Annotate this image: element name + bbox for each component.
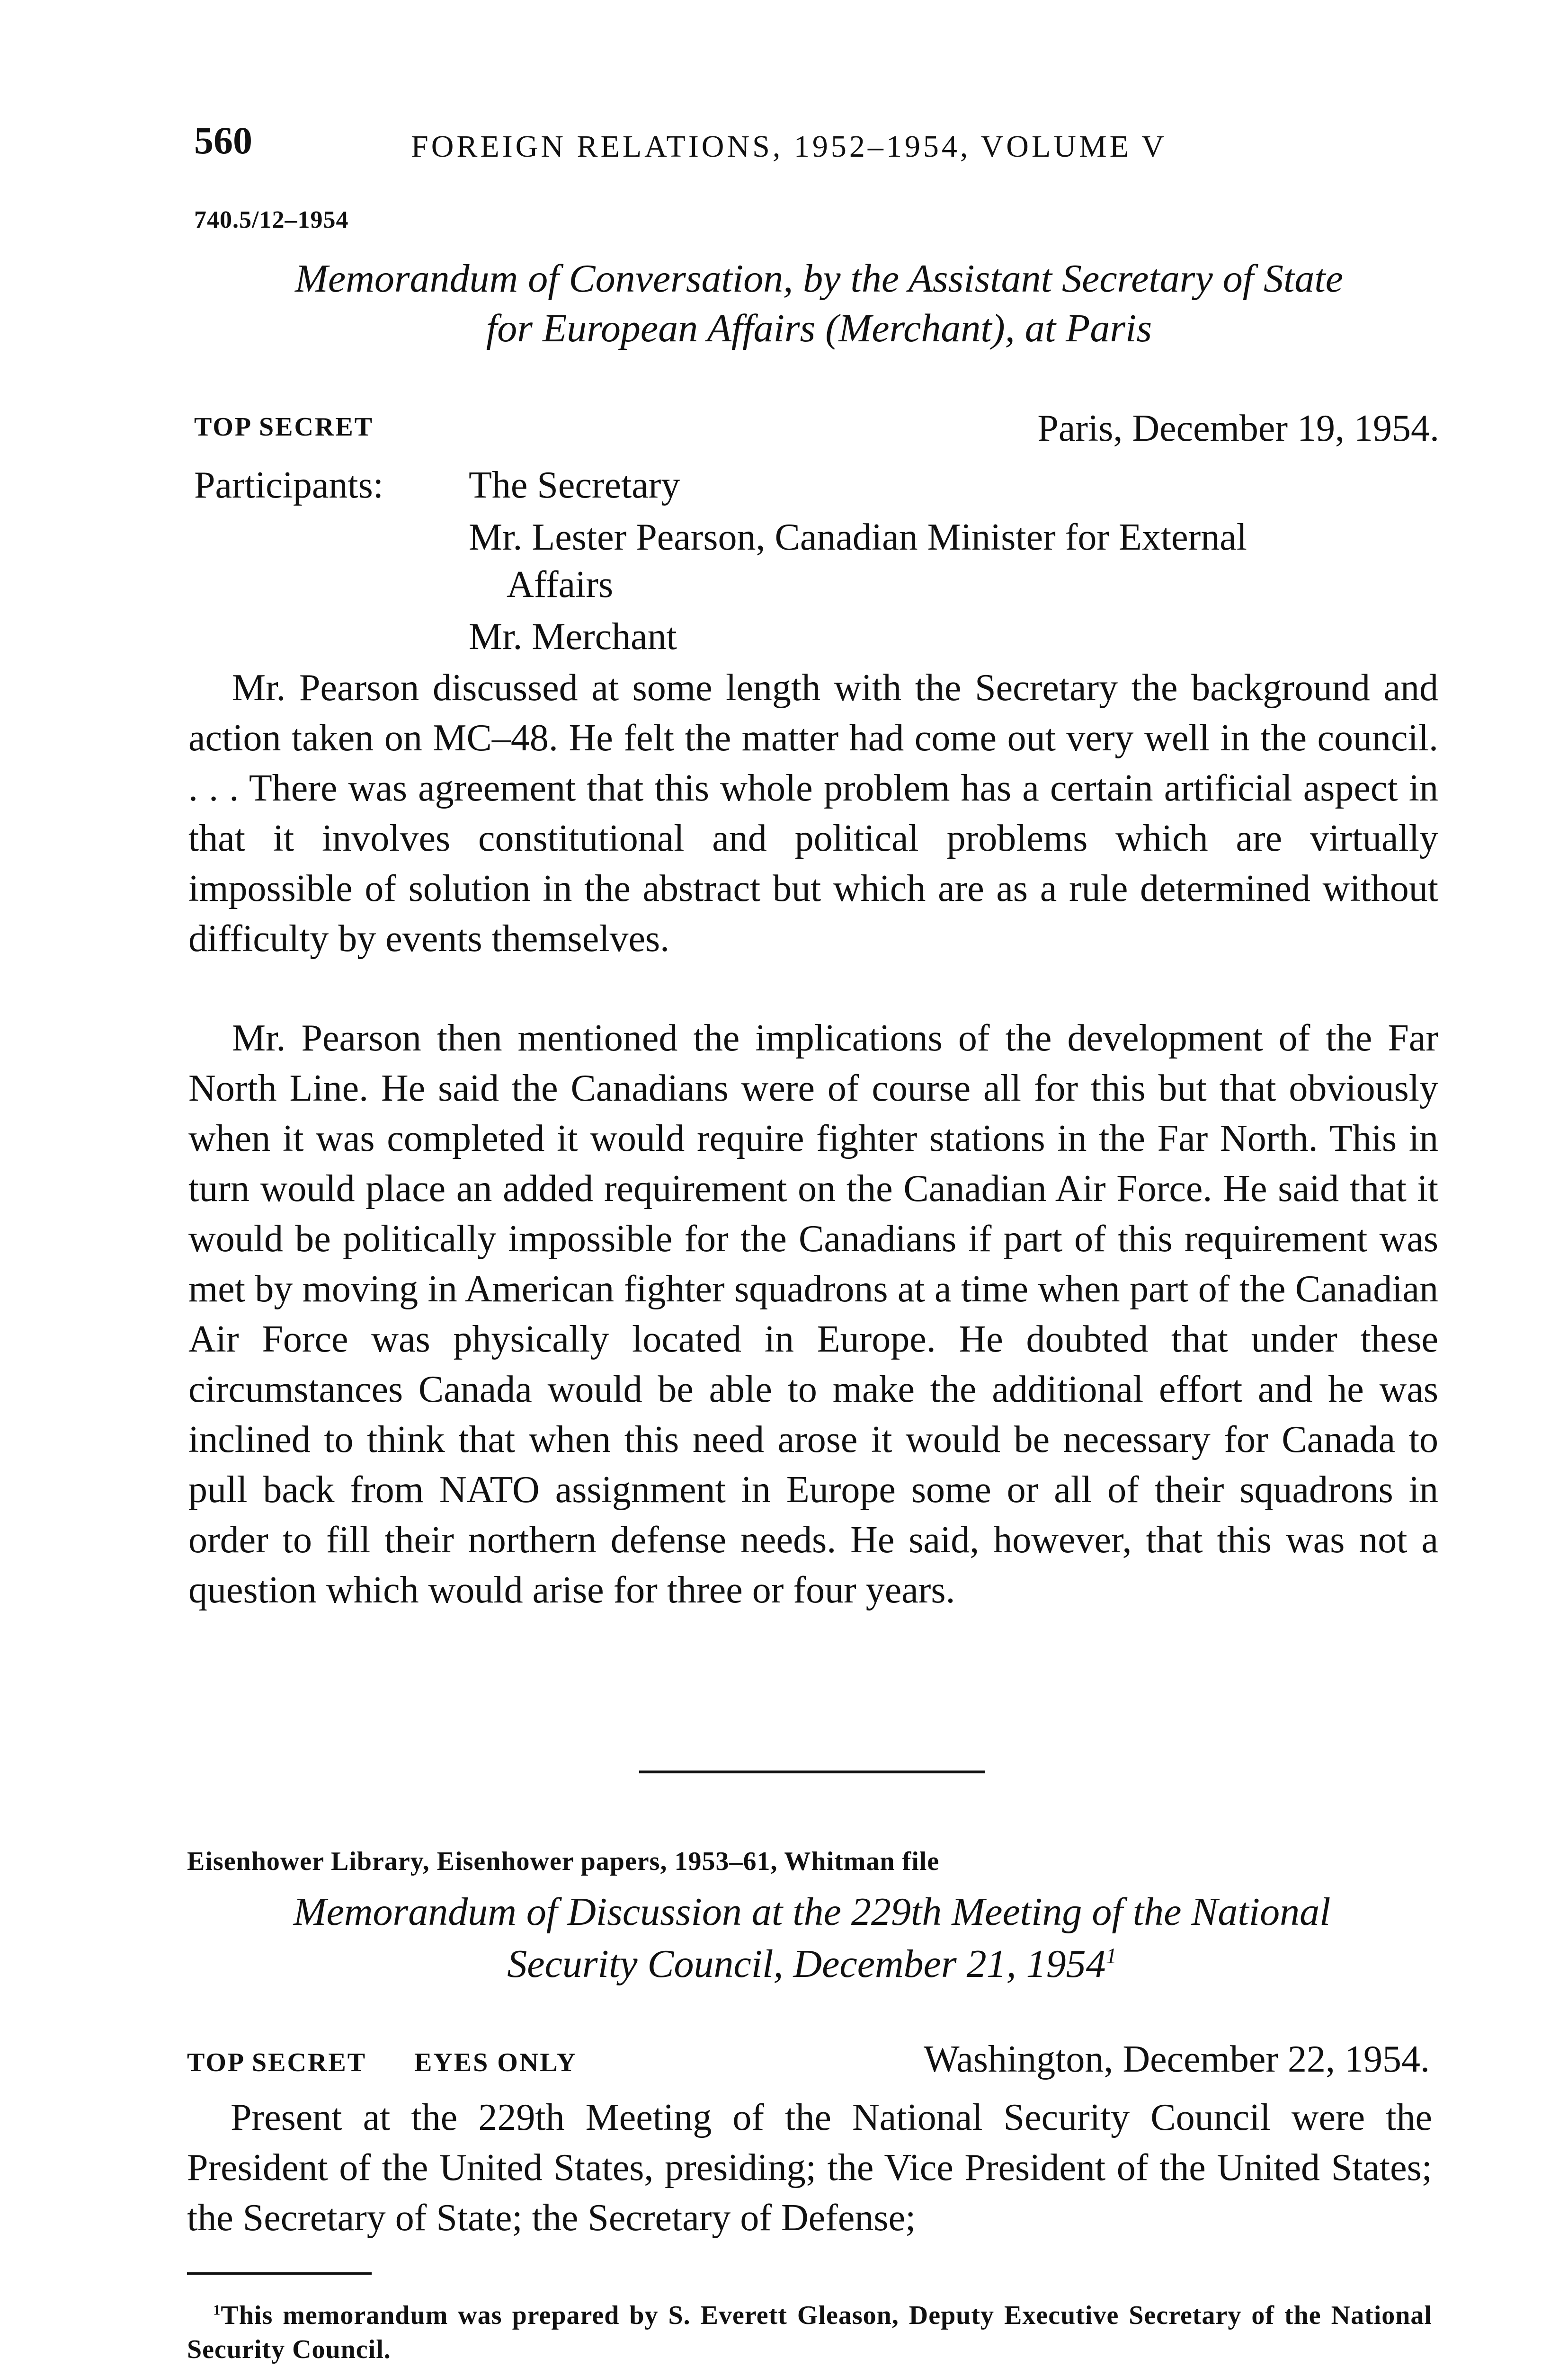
running-title: FOREIGN RELATIONS, 1952–1954, VOLUME V: [411, 129, 1167, 164]
doc1-paragraph-2: Mr. Pearson then mentioned the implications of the development of the Far North Line. He said the Canadians were of course all for this but that obviously when it was completed it would require fighter stations in the Far North. This in turn would place an added requirement on the Canadian Air Force. He said that it would be politically impossible for the Canadians if part of this requirement was met by moving in American fighter squadrons at a time when part of the Canadian Air Force was physically located in Europe. He doubted that under these circumstances Canada would be able to make the additional effort and he was inclined to think that when this need arose it would be necessary for Canada to pull back from NATO assignment in Europe some or all of their squadrons in order to fill their northern defense needs. He said, however, that this was not a question which would arise for three or four years.: [188, 1017, 1438, 1611]
doc2-title-line1: Memorandum of Discussion at the 229th Meeting of the National: [293, 1890, 1331, 1934]
footnote-text: This memorandum was prepared by S. Everett Gleason, Deputy Executive Secretary of the National Security Council.: [187, 2301, 1432, 2364]
section-divider: [639, 1771, 985, 1773]
doc1-title-line2: for European Affairs (Merchant), at Paris: [486, 306, 1152, 350]
doc1-place-date: Paris, December 19, 1954.: [1037, 408, 1439, 449]
doc2-handling: EYES ONLY: [414, 2048, 577, 2077]
doc2-footnote-ref: 1: [1105, 1944, 1117, 1968]
footnote: [187, 2298, 1432, 2367]
doc2-source: Eisenhower Library, Eisenhower papers, 1953–61, Whitman file: [187, 1847, 940, 1876]
participant-item: Mr. Merchant: [469, 616, 677, 658]
participant-item: Mr. Lester Pearson, Canadian Minister for External: [469, 516, 1247, 558]
doc1-classification: TOP SECRET: [194, 412, 374, 442]
doc1-paragraph-1: Mr. Pearson discussed at some length with the Secretary the background and action taken on MC–48. He felt the matter had come out very well in the council. . . . There was agreement that this whole problem has a certain artificial aspect in that it involves constitutional and political problems which are virtually impossible of solution in the abstract but which are as a rule determined without difficulty by events themselves.: [188, 667, 1438, 960]
doc1-file-id: 740.5/12–1954: [194, 206, 349, 233]
doc1-title-line1: Memorandum of Conversation, by the Assistant Secretary of State: [294, 257, 1344, 301]
participants-label: Participants:: [194, 464, 383, 506]
doc2-title-line2: Security Council, December 21, 1954: [507, 1942, 1106, 1986]
doc2-classification: TOP SECRET: [187, 2048, 367, 2077]
footnote-rule: [187, 2272, 372, 2275]
participant-item: Affairs: [507, 564, 614, 605]
footnote-marker: 1: [213, 2302, 221, 2318]
doc2-title-line2-wrap: [187, 1941, 1437, 1987]
page-number: 560: [194, 119, 252, 162]
doc2-paragraph-1: Present at the 229th Meeting of the National Security Council were the President of the United States, presiding; the Vice President of the United States; the Secretary of State; the Secretary of Defense;: [187, 2097, 1432, 2239]
participant-item: The Secretary: [469, 464, 680, 506]
doc2-place-date: Washington, December 22, 1954.: [924, 2038, 1430, 2080]
